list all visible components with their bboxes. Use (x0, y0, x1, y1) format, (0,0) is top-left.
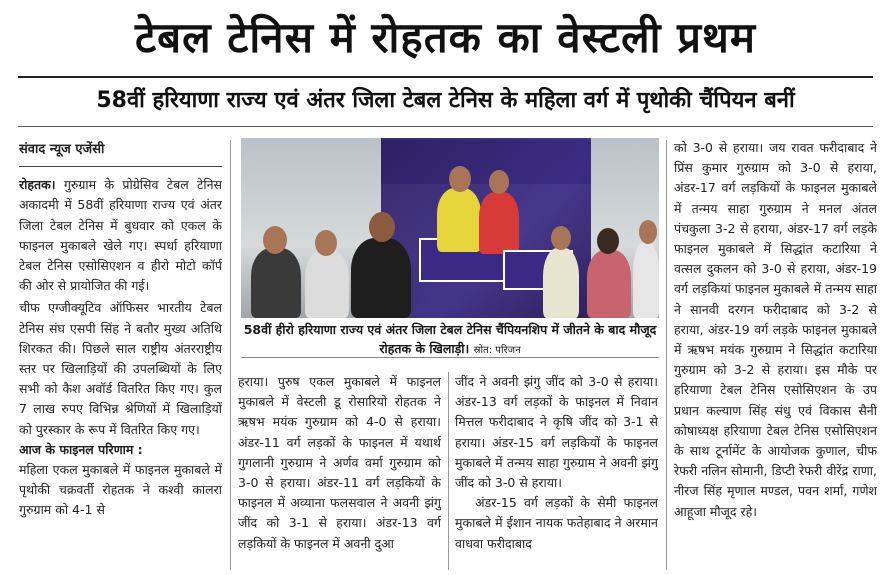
photo-caption (241, 318, 659, 358)
photo-person (251, 248, 301, 318)
photo-person-head (639, 220, 657, 244)
dateline-city: रोहतक। (19, 177, 56, 193)
photo-person (351, 238, 411, 318)
article-column-2 (238, 372, 441, 570)
photo-person-winner (437, 188, 481, 252)
paragraph-5: जींद ने अवनी झंगु जींद को 3-0 से हराया। अंडर-13 वर्ग लड़कों के फाइनल में निवान मित्तल फरीदाबाद ने कृषि जींद को 3-1 से हराया। अंडर-15 वर्ग लड़कियों के फाइनल मुकाबले में तन्मय साहा गुरुग्राम ने अवनी झंगु जींद को 3-0 से हराया। (455, 374, 658, 491)
paragraph-1-text: गुरुग्राम के प्रोग्रेसिव टेबल टेनिस अकादमी में 58वीं हरियाणा राज्य एवं अंतर जिला टेबल टेनिस में बुधवार को एकल के फाइनल मुकाबले खेले गए। स्पर्धा हरियाणा टेबल टेनिस एसोसिएशन व हीरो मोटो कॉर्प की ओर से प्रायोजित की गई। (19, 177, 222, 294)
paragraph-2: चीफ एग्जीक्यूटिव ऑफिसर भारतीय टेबल टेनिस संघ एसपी सिंह ने बतौर मुख्य अतिथि शिरकत की। पिछले साल राष्ट्रीय अंतरराष्ट्रीय स्तर पर खिलाड़ियों की उपलब्धियों के लिए सभी को कैश अवॉर्ड वितरित किए गए। कुल 7 लाख रुपए विभिन्न श्रेणियों में खिलाड़ियों को पुरस्कार के रूप में वितरित किए गए। (19, 300, 222, 437)
photo-person-head (597, 228, 619, 254)
column-divider (666, 140, 667, 570)
subheadline-divider (18, 126, 873, 127)
photo-caption-text: 58वीं हीरो हरियाणा राज्य एवं अंतर जिला टेबल टेनिस चैंपियनशिप में जीतने के बाद मौजूद रोहतक के खिलाड़ी। (243, 322, 657, 356)
photo-person (305, 250, 349, 318)
article-column-3 (455, 372, 658, 570)
headline-divider (18, 76, 873, 78)
paragraph-4: हराया। पुरुष एकल मुकाबले में फाइनल मुकाबले में वेस्टली डू रोसारियो रोहतक ने ऋषभ मयंक गुरुग्राम को 4-0 से हराया। अंडर-11 वर्ग लड़कों के फाइनल में यथार्थ गुगलानी गुरुग्राम ने अर्णव वर्मा गुरुग्राम को 3-0 से हराया। अंडर-11 वर्ग लड़कियों के फाइनल में अव्याना फलसवाल ने अवनी झंगु जींद को 3-1 से हराया। अंडर-13 वर्ग लड़कियों के फाइनल में अवनी दुआ (238, 374, 441, 551)
article-column-4 (674, 138, 877, 570)
article-column-1 (19, 140, 222, 570)
column-divider (448, 372, 449, 570)
byline-divider (19, 166, 222, 167)
photo-person-head (369, 212, 395, 242)
photo-person-head (449, 166, 471, 192)
photo-person (587, 250, 631, 318)
paragraph-7: को 3-0 से हराया। जय रावत फरीदाबाद ने प्रिंस कुमार गुरुग्राम को 3-0 से हराया, अंडर-17 वर्ग लड़कियों के फाइनल मुकाबले में तन्मय साहा गुरुग्राम ने मनल अंतल पंचकुला 3-2 से हराया, अंडर-17 वर्ग लड़के फाइनल मुकाबले में सिद्धांत कटारिया ने वत्सल दुकलन को 3-0 से हराया, अंडर-19 वर्ग लड़कियां फाइनल मुकाबले में तन्मय साहा ने सानवी दरगन फरीदाबाद को 3-2 से हराया, अंडर-19 वर्ग लड़के फाइनल मुकाबले में ऋषभ मयंक गुरुग्राम ने सिद्धांत कटारिया गुरुग्राम को 3-2 से हराया। इस मौके पर हरियाणा टेबल टेनिस एसोसिएशन के उप प्रधान कल्याण सिंह संधु एवं विकास सैनी कोषाध्यक्ष हरियाणा टेबल टेनिस एसोसिएशन के साथ टूर्नामेंट के आयोजक कुणाल, चीफ रेफरी नलिन सोमानी, डिप्टी रेफरी वीरेंद्र राणा, नीरज सिंह मृणाल मण्डल, पवन शर्मा, गणेश आहूजा मौजूद रहे। (674, 140, 877, 519)
results-heading: आज के फाइनल परिणाम : (19, 441, 143, 457)
paragraph-1 (19, 175, 222, 296)
photo-person-head (551, 226, 571, 250)
subheadline: 58वीं हरियाणा राज्य एवं अंतर जिला टेबल टेनिस के महिला वर्ग में पृथोकी चैंपियन बनीं (96, 88, 795, 113)
photo-person-head (489, 170, 509, 194)
headline: टेबल टेनिस में रोहतक का वेस्टली प्रथम (135, 13, 756, 62)
news-photo (241, 138, 659, 318)
column-divider (230, 140, 231, 570)
byline: संवाद न्यूज एजेंसी (19, 142, 105, 157)
photo-person-winner (479, 192, 519, 254)
paragraph-3: महिला एकल मुकाबले में फाइनल मुकाबले में पृथोकी चक्रवर्ती रोहतक ने कश्वी कालरा गुरुग्राम को 4-1 से (19, 462, 222, 518)
photo-person (633, 242, 659, 318)
photo-person-head (263, 226, 287, 254)
photo-person (543, 248, 579, 318)
paragraph-6: अंडर-15 वर्ग लड़कों के सेमी फाइनल मुकाबले में ईशान नायक फतेहाबाद ने अरमान वाधवा फरीदाबाद (455, 495, 658, 551)
photo-person-head (315, 230, 337, 256)
photo-source: स्रोत: परिजन (473, 345, 521, 356)
